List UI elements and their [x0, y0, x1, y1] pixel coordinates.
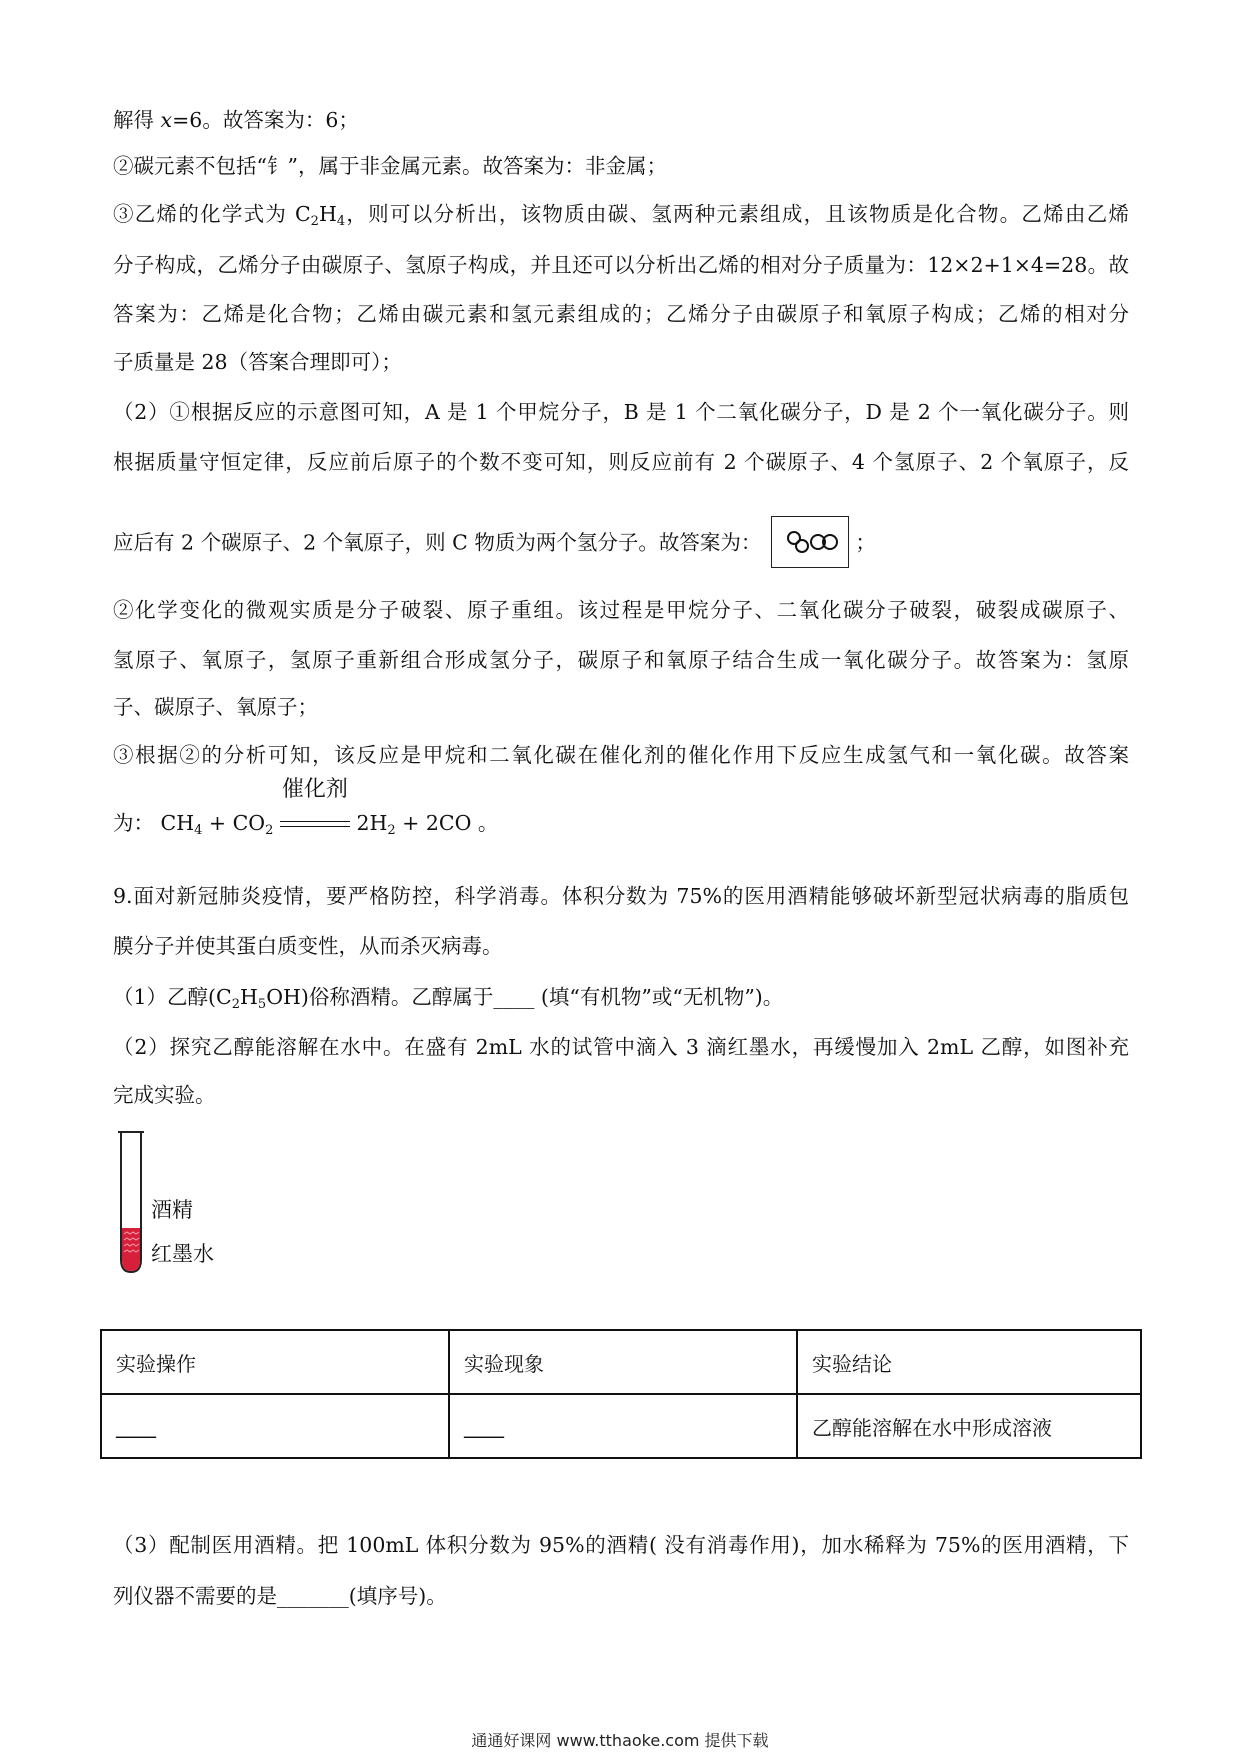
text-span: ； — [855, 530, 876, 555]
text-line: 根据质量守恒定律，反应前后原子的个数不变可知，则反应前有 2 个碳原子、4 个氢原子、2 个氧原子，反 — [113, 450, 1129, 474]
equation-reactants: $CH_4 + CO_2$ — [160, 811, 274, 838]
text-span: 。 — [477, 811, 499, 835]
text-line: （2）①根据反应的示意图可知，A 是 1 个甲烷分子，B 是 1 个二氧化碳分子，D 是 2 个一氧化碳分子。则 — [113, 400, 1129, 424]
table-cell: 乙醇能溶解在水中形成溶液 — [797, 1394, 1141, 1458]
question-9-part-2: （2）探究乙醇能溶解在水中。在盛有 2mL 水的试管中滴入 3 滴红墨水，再缓慢加入 2mL 乙醇，如图补充 — [113, 1035, 1129, 1059]
page-footer: 通通好课网 www.tthaoke.com 提供下载 — [471, 1731, 769, 1750]
alcohol-label: 酒精 — [151, 1198, 193, 1222]
text-span: 为： — [113, 811, 154, 835]
text-line-with-answer-box — [113, 518, 876, 570]
question-9-line: 膜分子并使其蛋白质变性，从而杀灭病毒。 — [113, 934, 503, 958]
text-line: ②化学变化的微观实质是分子破裂、原子重组。该过程是甲烷分子、二氧化碳分子破裂，破裂成碳原子、 — [113, 598, 1129, 622]
text-line: ③乙烯的化学式为 $C_2H_4$，则可以分析出，该物质由碳、氢两种元素组成，且该物质是化合物。乙烯由乙烯 — [113, 202, 1129, 229]
question-9-part-3: （3）配制医用酒精。把 100mL 体积分数为 95%的酒精( 没有消毒作用)，加水稀释为 75%的医用酒精，下 — [113, 1533, 1129, 1557]
hydrogen-molecules-icon — [772, 517, 848, 567]
table-cell: ____ — [449, 1394, 797, 1458]
test-tube-figure — [113, 1130, 353, 1275]
text-line: ③根据②的分析可知，该反应是甲烷和二氧化碳在催化剂的催化作用下反应生成氢气和一氧化碳。故答案 — [113, 743, 1129, 767]
table-header-cell: 实验现象 — [449, 1330, 797, 1394]
equation-body — [160, 776, 472, 838]
test-tube-icon — [113, 1130, 153, 1275]
text-line: 子质量是 28（答案合理即可）； — [113, 350, 402, 374]
text-line: 氢原子、氧原子，氢原子重新组合形成氢分子，碳原子和氧原子结合生成一氧化碳分子。故答案为：氢原 — [113, 648, 1129, 672]
hydrogen-molecule-answer-box — [771, 516, 849, 568]
question-9-line: 9.面对新冠肺炎疫情，要严格防控，科学消毒。体积分数为 75%的医用酒精能够破坏新型冠状病毒的脂质包 — [113, 884, 1129, 908]
table-header-cell: 实验操作 — [101, 1330, 449, 1394]
equation-products: $2H_2 + 2CO$ — [356, 811, 472, 838]
text-line: 解得 x=6。故答案为：6； — [113, 108, 359, 132]
chemical-equation — [113, 776, 499, 838]
question-9-line: 完成实验。 — [113, 1083, 216, 1107]
experiment-table — [100, 1329, 1142, 1459]
text-line: 答案为：乙烯是化合物；乙烯由碳元素和氢元素组成的；乙烯分子由碳原子和氧原子构成；乙烯的相对分 — [113, 302, 1129, 326]
reaction-arrow — [280, 776, 350, 835]
text-line: ②碳元素不包括“钅”，属于非金属元素。故答案为：非金属； — [113, 154, 667, 178]
table-header-row — [101, 1330, 1141, 1394]
red-ink-label: 红墨水 — [151, 1242, 214, 1266]
table-cell: ____ — [101, 1394, 449, 1458]
question-9-part-1: （1）乙醇$(C_2H_5OH)$俗称酒精。乙醇属于____ (填“有机物”或“无机物”)。 — [113, 985, 784, 1012]
text-span: 应后有 2 个碳原子、2 个氧原子，则 C 物质为两个氢分子。故答案为： — [113, 530, 762, 555]
catalyst-label: 催化剂 — [281, 776, 348, 802]
text-line: 分子构成，乙烯分子由碳原子、氢原子构成，并且还可以分析出乙烯的相对分子质量为：12×2+1×4=28。故 — [113, 253, 1129, 277]
table-header-cell: 实验结论 — [797, 1330, 1141, 1394]
text-line: 子、碳原子、氧原子； — [113, 695, 318, 719]
table-row — [101, 1394, 1141, 1458]
question-9-line: 列仪器不需要的是_______(填序号)。 — [113, 1584, 447, 1608]
